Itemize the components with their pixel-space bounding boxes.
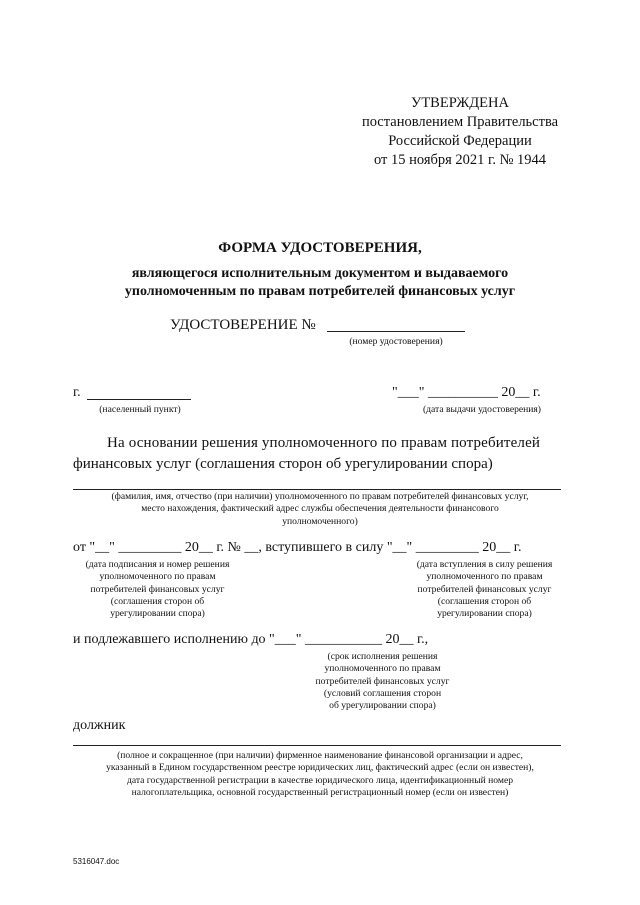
decision-left-caption-2: уполномоченного по правам [99,571,216,583]
certificate-heading: УДОСТОВЕРЕНИЕ № [170,317,316,333]
basis-caption-1: (фамилия, имя, отчество (при наличии) уполномоченного по правам потребителей финансовых услуг, [111,491,529,502]
debtor-line [73,745,561,746]
approval-word: УТВЕРЖДЕНА [411,95,509,111]
debtor-caption [60,750,580,799]
basis-line-2: финансовых услуг (соглашения сторон об урегулировании спора) [73,456,493,472]
basis-caption-2: место нахождения, фактический адрес службы обеспечения деятельности финансового [141,503,499,515]
decision-left-caption-3: потребителей финансовых услуг [90,583,225,595]
place-line [87,399,191,400]
place-caption: (населенный пункт) [99,404,181,415]
decision-right-caption [402,559,567,620]
execution-caption-4: (условий соглашения сторон [323,687,442,699]
basis-line-1: На основании решения уполномоченного по правам потребителей [107,435,541,451]
execution-caption-1: (срок исполнения решения [327,651,438,662]
approval-line-2: Российской Федерации [388,133,532,149]
form-subtitle-1: являющегося исполнительным документом и выдаваемого [131,266,509,281]
execution-caption-2: уполномоченного по правам [324,663,441,675]
decision-right-caption-4: (соглашения сторон об [437,595,532,607]
decision-left-caption-5: урегулировании спора) [110,608,205,620]
decision-right-caption-2: уполномоченного по правам [426,571,543,583]
debtor-caption-1: (полное и сокращенное (при наличии) фирменное наименование финансовой организации и адрес, [117,750,523,761]
decision-line: от "__" _________ 20__ г. № __, вступившего в силу "__" _________ 20__ г. [73,540,522,555]
decision-right-caption-5: урегулировании спора) [437,608,532,620]
debtor-caption-3: дата государственной регистрации в качестве юридического лица, идентификационный номер [126,774,514,786]
decision-right-caption-1: (дата вступления в силу решения [416,559,553,570]
debtor-caption-4: налогоплательщика, основной государственный регистрационный номер (если он известен) [131,786,509,798]
basis-caption-3: уполномоченного) [282,515,358,527]
form-subtitle-2: уполномоченным по правам потребителей финансовых услуг [124,284,516,299]
debtor-label: должник [73,718,126,733]
debtor-caption-2: указанный в Едином государственном реестре юридических лиц, фактический адрес (если он известен), [106,762,534,774]
footer-doc-id: 5316047.doc [73,857,120,866]
place-prefix: г. [73,385,81,400]
form-title: ФОРМА УДОСТОВЕРЕНИЯ, [218,240,422,256]
approval-block [340,94,580,170]
decision-left-caption [75,559,240,620]
issue-date-caption: (дата выдачи удостоверения) [422,404,542,415]
execution-caption-5: об урегулировании спора) [329,700,436,712]
basis-caption [60,491,580,528]
issue-date: "___" __________ 20__ г. [392,385,541,400]
execution-line: и подлежавшего исполнению до "___" ___________ 20__ г., [73,632,429,647]
certificate-number-caption: (номер удостоверения) [349,336,443,347]
execution-caption-3: потребителей финансовых услуг [315,675,450,687]
decision-left-caption-1: (дата подписания и номер решения [85,559,230,570]
certificate-number-line [327,331,465,332]
decision-left-caption-4: (соглашения сторон об [110,595,205,607]
decision-right-caption-3: потребителей финансовых услуг [417,583,552,595]
basis-signature-line [73,489,561,490]
approval-line-1: постановлением Правительства [361,114,559,130]
approval-line-3: от 15 ноября 2021 г. № 1944 [373,152,547,168]
execution-caption [300,651,465,712]
